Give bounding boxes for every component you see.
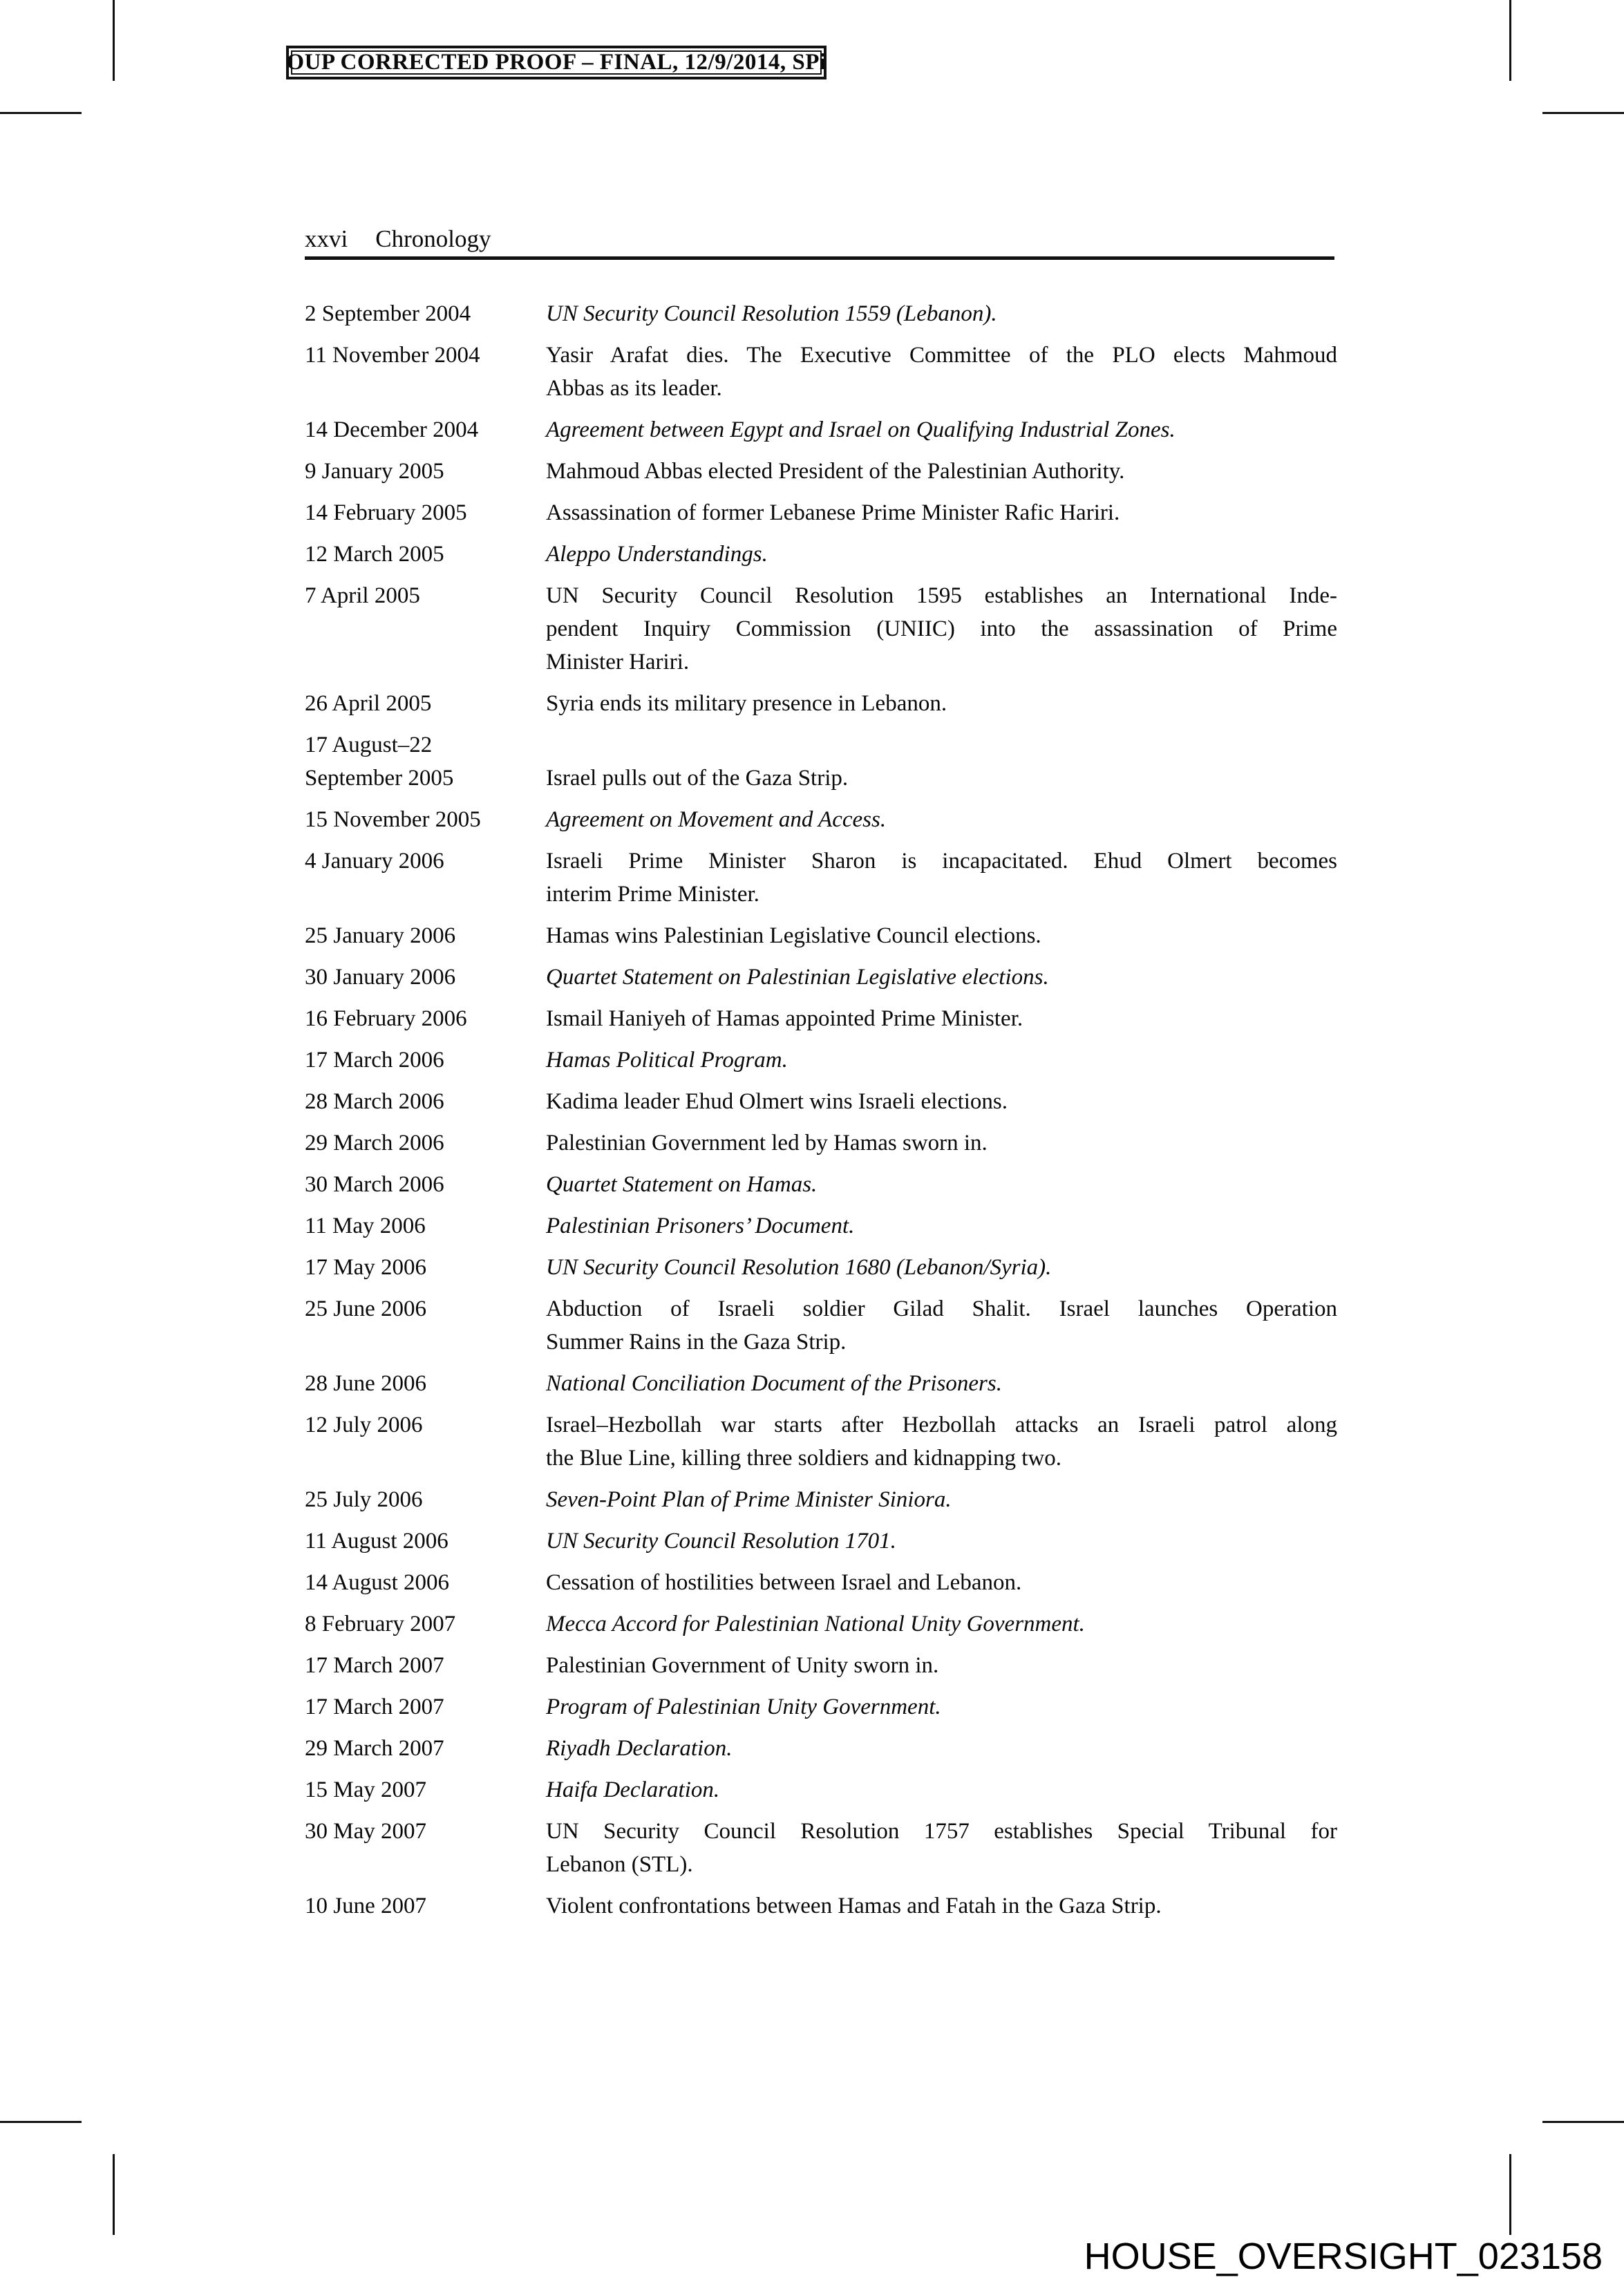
entry-date: 17 March 2007 [305,1653,444,1678]
chronology-entry [305,339,1337,405]
entry-date: 12 March 2005 [305,542,444,567]
entry-date: 7 April 2005 [305,583,420,608]
chronology-entry [305,1483,1337,1516]
entry-description: Palestinian Government of Unity sworn in. [546,1653,939,1678]
chronology-entry [305,579,1337,679]
entry-date: 30 March 2006 [305,1172,444,1197]
chronology-entry [305,1209,1337,1243]
chronology-entry [305,1251,1337,1284]
crop-mark-bottom-left-vertical [113,2154,115,2235]
entry-description: UN Security Council Resolution 1680 (Lebanon/Syria). [546,1255,1052,1280]
proof-stamp-text: OUP CORRECTED PROOF – FINAL, 12/9/2014, SPi [286,50,827,75]
entry-date: 28 March 2006 [305,1089,444,1114]
entry-description: Hamas Political Program. [546,1048,788,1073]
entry-description: UN Security Council Resolution 1559 (Lebanon). [546,301,997,326]
entry-date: 14 December 2004 [305,417,479,442]
chronology-entry [305,803,1337,836]
entry-description: Program of Palestinian Unity Government. [546,1695,941,1719]
chronology-entry [305,496,1337,529]
entry-date: 12 July 2006 [305,1413,423,1437]
entry-description: Hamas wins Palestinian Legislative Council elections. [546,923,1041,948]
entry-description: Israel–Hezbollah war starts after Hezbollah attacks an Israeli patrol along the Blue Line, killing three soldiers and kidnapping two. [546,1413,1337,1471]
entry-date: 28 June 2006 [305,1371,426,1396]
crop-mark-bottom-right-horizontal [1542,2121,1624,2123]
entry-description: Cessation of hostilities between Israel and Lebanon. [546,1570,1022,1595]
entry-description: UN Security Council Resolution 1701. [546,1529,896,1554]
chronology-entry [305,1889,1337,1923]
entry-description: UN Security Council Resolution 1757 establishes Special Tribunal for Lebanon (STL). [546,1819,1337,1877]
entry-date: 14 August 2006 [305,1570,450,1595]
entry-date: 16 February 2006 [305,1006,467,1031]
chronology-entry [305,297,1337,330]
chronology-entry [305,919,1337,952]
entry-date: 29 March 2007 [305,1736,444,1761]
entry-date: 10 June 2007 [305,1894,426,1918]
entry-description: Agreement on Movement and Access. [546,807,887,832]
entry-date: 17 March 2006 [305,1048,444,1073]
entry-date: 17 May 2006 [305,1255,426,1280]
entry-description: Palestinian Government led by Hamas sworn in. [546,1131,988,1155]
entry-description: Syria ends its military presence in Lebanon. [546,691,947,716]
proof-stamp-box [286,46,827,79]
chronology-entry [305,844,1337,911]
chronology-entry [305,455,1337,488]
entry-description: Mahmoud Abbas elected President of the Palestinian Authority. [546,459,1125,484]
entry-description: Assassination of former Lebanese Prime Minister Rafic Hariri. [546,500,1120,525]
chronology-entry [305,1815,1337,1881]
chronology-entry [305,1126,1337,1160]
crop-mark-top-right-vertical [1509,0,1511,81]
entry-date: 14 February 2005 [305,500,467,525]
entry-description: Haifa Declaration. [546,1777,720,1802]
entry-date: 30 May 2007 [305,1819,426,1844]
entry-description: Abduction of Israeli soldier Gilad Shalit. Israel launches Operation Summer Rains in the Gaza Strip. [546,1296,1337,1355]
crop-mark-bottom-right-vertical [1509,2154,1511,2235]
crop-mark-bottom-left-horizontal [0,2121,82,2123]
section-title: Chronology [375,225,491,252]
entry-date: 17 March 2007 [305,1695,444,1719]
entry-date: 17 August–22 September 2005 [305,733,454,791]
chronology-entry [305,413,1337,446]
bates-number: HOUSE_OVERSIGHT_023158 [1084,2236,1603,2277]
entry-date: 29 March 2006 [305,1131,444,1155]
crop-mark-top-left-horizontal [0,112,82,114]
entry-description: Palestinian Prisoners’ Document. [546,1214,855,1238]
entry-description: Riyadh Declaration. [546,1736,733,1761]
entry-description: Mecca Accord for Palestinian National Unity Government. [546,1612,1085,1636]
chronology-entry [305,1292,1337,1359]
entry-description: UN Security Council Resolution 1595 establishes an International Inde- pendent Inquiry Commission (UNIIC) into the assassination of Prime Minister Hariri. [546,583,1337,674]
entry-description: Ismail Haniyeh of Hamas appointed Prime Minister. [546,1006,1023,1031]
entry-description: Quartet Statement on Hamas. [546,1172,818,1197]
entry-description: Israel pulls out of the Gaza Strip. [546,766,849,791]
chronology-entry [305,1044,1337,1077]
chronology-entry [305,1085,1337,1118]
chronology-entry [305,1773,1337,1806]
chronology-entry [305,1566,1337,1599]
chronology-entry [305,1367,1337,1400]
entry-description: Quartet Statement on Palestinian Legislative elections. [546,965,1049,990]
header-rule [305,256,1334,260]
chronology-entry [305,1649,1337,1682]
entry-date: 11 May 2006 [305,1214,426,1238]
chronology-entry [305,1408,1337,1475]
entry-description: Agreement between Egypt and Israel on Qualifying Industrial Zones. [546,417,1175,442]
entry-date: 11 November 2004 [305,343,480,368]
entry-date: 15 November 2005 [305,807,481,832]
chronology-entry [305,1525,1337,1558]
chronology-entry [305,1607,1337,1641]
chronology-entry [305,1732,1337,1765]
entry-date: 4 January 2006 [305,849,444,874]
entry-date: 25 July 2006 [305,1487,423,1512]
entry-date: 11 August 2006 [305,1529,449,1554]
chronology-entry [305,1002,1337,1035]
entry-description: Israeli Prime Minister Sharon is incapacitated. Ehud Olmert becomes interim Prime Minister. [546,849,1337,907]
entry-date: 30 January 2006 [305,965,456,990]
entry-description: Kadima leader Ehud Olmert wins Israeli elections. [546,1089,1008,1114]
entry-date: 25 June 2006 [305,1296,426,1321]
entry-date: 8 February 2007 [305,1612,456,1636]
entry-description: Yasir Arafat dies. The Executive Committee of the PLO elects Mahmoud Abbas as its leader. [546,343,1337,401]
entry-description: Aleppo Understandings. [546,542,768,567]
crop-mark-top-right-horizontal [1542,112,1624,114]
page-number: xxvi [305,225,348,252]
entry-date: 2 September 2004 [305,301,471,326]
entry-date: 15 May 2007 [305,1777,426,1802]
chronology-entry [305,1690,1337,1724]
chronology-entry [305,687,1337,720]
running-head [305,225,491,253]
chronology-list [305,297,1337,1931]
entry-description: Violent confrontations between Hamas and Fatah in the Gaza Strip. [546,1894,1162,1918]
chronology-entry [305,1168,1337,1201]
entry-date: 26 April 2005 [305,691,432,716]
crop-mark-top-left-vertical [113,0,115,81]
entry-date: 9 January 2005 [305,459,444,484]
entry-description: National Conciliation Document of the Prisoners. [546,1371,1002,1396]
chronology-entry [305,961,1337,994]
chronology-entry [305,538,1337,571]
entry-description: Seven-Point Plan of Prime Minister Siniora. [546,1487,952,1512]
entry-date: 25 January 2006 [305,923,456,948]
chronology-entry [305,728,1337,795]
